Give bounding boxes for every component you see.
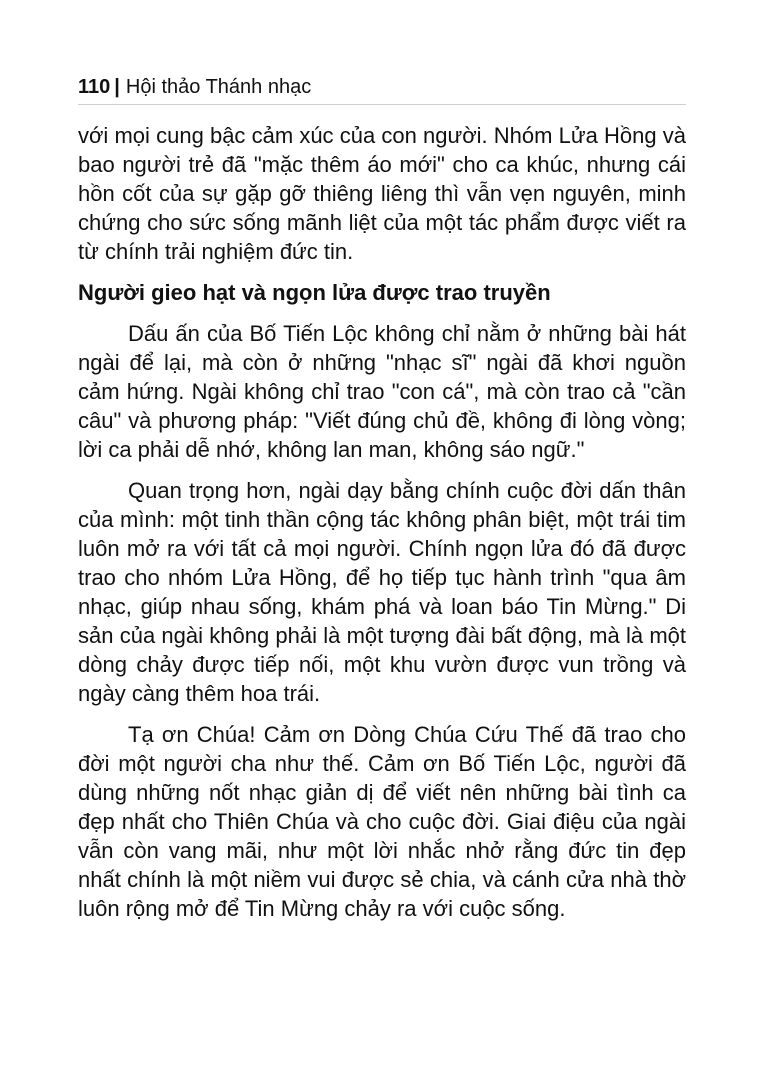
body-paragraph-1: Dấu ấn của Bố Tiến Lộc không chỉ nằm ở những bài hát ngài để lại, mà còn ở những "nhạc sĩ" ngài đã khơi nguồn cảm hứng. Ngài không chỉ trao "con cá", mà còn trao cả "cần câu" và phương pháp: "Viết đúng chủ đề, không đi lòng vòng; lời ca phải dễ nhớ, không lan man, không sáo ngữ." (78, 321, 686, 462)
running-header (78, 74, 680, 100)
page-body (78, 121, 686, 923)
header-separator: | (114, 76, 120, 98)
body-paragraph-3: Tạ ơn Chúa! Cảm ơn Dòng Chúa Cứu Thế đã trao cho đời một người cha như thế. Cảm ơn Bố Tiến Lộc, người đã dùng những nốt nhạc giản dị để viết nên những bài tình ca đẹp nhất cho Thiên Chúa và cho cuộc đời. Giai điệu của ngài vẫn còn vang mãi, như một lời nhắc nhở rằng đức tin đẹp nhất chính là một niềm vui được sẻ chia, và cánh cửa nhà thờ luôn rộng mở để Tin Mừng chảy ra với cuộc sống. (78, 722, 686, 921)
body-paragraph-2: Quan trọng hơn, ngài dạy bằng chính cuộc đời dấn thân của mình: một tinh thần cộng tác không phân biệt, một trái tim luôn mở ra với tất cả mọi người. Chính ngọn lửa đó đã được trao cho nhóm Lửa Hồng, để họ tiếp tục hành trình "qua âm nhạc, giúp nhau sống, khám phá và loan báo Tin Mừng." Di sản của ngài không phải là một tượng đài bất động, mà là một dòng chảy được tiếp nối, một khu vườn được vun trồng và ngày càng thêm hoa trái. (78, 478, 686, 706)
running-title: Hội thảo Thánh nhạc (125, 76, 312, 98)
header-rule (78, 104, 686, 105)
continued-paragraph: với mọi cung bậc cảm xúc của con người. Nhóm Lửa Hồng và bao người trẻ đã "mặc thêm áo mới" cho ca khúc, nhưng cái hồn cốt của sự gặp gỡ thiêng liêng thì vẫn vẹn nguyên, minh chứng cho sức sống mãnh liệt của một tác phẩm được viết ra từ chính trải nghiệm đức tin. (78, 123, 686, 264)
section-heading: Người gieo hạt và ngọn lửa được trao truyền (78, 280, 551, 305)
page-number: 110 (78, 76, 111, 98)
